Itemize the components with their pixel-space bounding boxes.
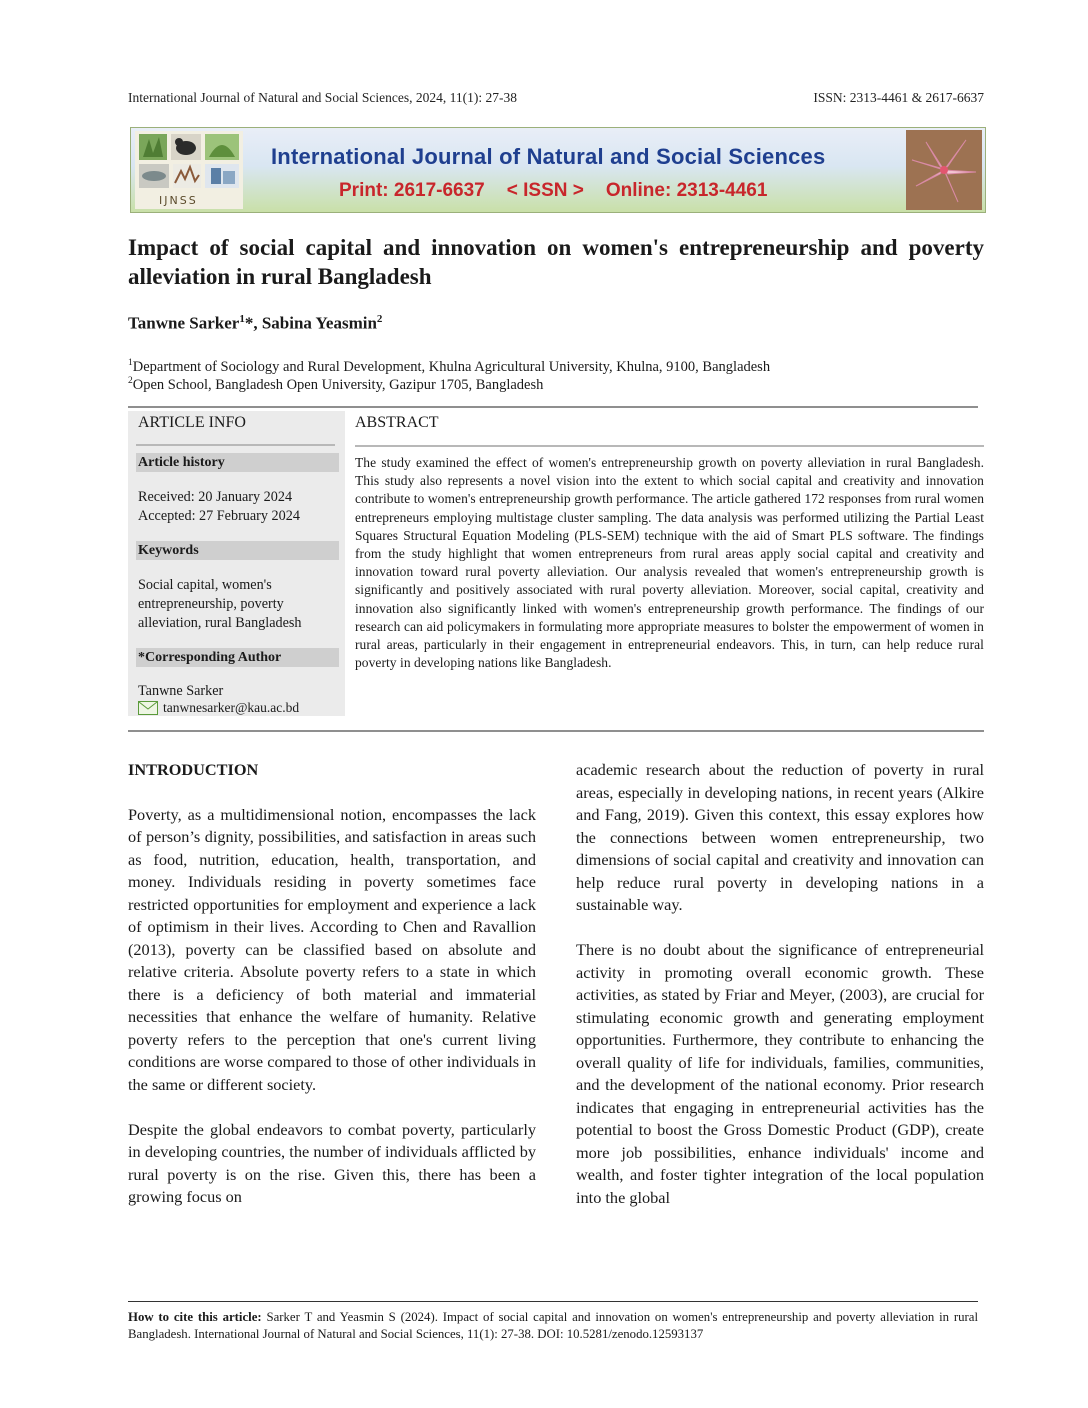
- abstract-heading: ABSTRACT: [355, 414, 439, 431]
- body-paragraph: Despite the global endeavors to combat poverty, particularly in developing countries, the number of individuals afflicted by rural poverty is on the rise. Given this, there has been a growing focus on: [128, 1119, 536, 1206]
- author-name: Sabina Yeasmin: [261, 313, 377, 333]
- accepted-date: Accepted: 27 February 2024: [138, 508, 300, 524]
- citation-label: How to cite this article:: [128, 1310, 262, 1324]
- article-info-heading: ARTICLE INFO: [138, 414, 246, 431]
- corresponding-mark: *: [244, 313, 254, 333]
- corresponding-author-name: Tanwne Sarker: [138, 683, 224, 699]
- corresponding-author-label: *Corresponding Author: [136, 648, 339, 667]
- author-affiliation-mark: 2: [376, 313, 383, 325]
- author-affiliation-mark: 1: [239, 313, 245, 325]
- email-link[interactable]: tanwnesarker@kau.ac.bd: [163, 700, 300, 715]
- footer-divider: [128, 1301, 978, 1302]
- running-head-issn: ISSN: 2313-4461 & 2617-6637: [813, 90, 984, 105]
- divider: [136, 444, 335, 446]
- affiliation-text: Department of Sociology and Rural Development, Khulna Agricultural University, Khulna, 9100, Bangladesh: [132, 358, 771, 375]
- banner-online-issn: Online: 2313-4461: [605, 180, 768, 201]
- citation-text: Sarker T and Yeasmin S (2024). Impact of social capital and innovation on women's entrepreneurship and poverty alleviation in rural Bangladesh. International Journal of Natural and Social Sciences, 11(1): 27-38. DOI: 10.5281/zenodo.12593137: [128, 1310, 978, 1341]
- journal-banner: [130, 127, 986, 213]
- banner-title: International Journal of Natural and Social Sciences: [271, 144, 826, 169]
- running-head-journal: International Journal of Natural and Social Sciences, 2024, 11(1): 27-38: [128, 90, 518, 105]
- journal-logo-text: IJNSS: [159, 194, 198, 207]
- body-column-left: [128, 759, 536, 1231]
- divider: [355, 445, 984, 447]
- received-date: Received: 20 January 2024: [138, 489, 293, 505]
- envelope-icon: [138, 701, 158, 715]
- email-row: [138, 700, 299, 716]
- article-title: Impact of social capital and innovation on women's entrepreneurship and poverty alleviation in rural Bangladesh: [128, 235, 984, 289]
- section-heading: INTRODUCTION: [128, 760, 259, 779]
- body-column-right: [576, 759, 984, 1232]
- divider: [128, 730, 984, 732]
- banner-issn-label: < ISSN >: [506, 180, 584, 201]
- body-paragraph: academic research about the reduction of poverty in rural areas, especially in developing nations, in recent years (Alkire and Fang, 2019). Given this context, this essay explores how the connections between women entrepreneurship, two dimensions of social capital and creativity and innovation can help reduce rural poverty in developing nations in a sustainable way.: [576, 760, 984, 914]
- article-history-label: Article history: [136, 453, 339, 472]
- affiliation: [128, 376, 543, 394]
- keywords-text: Social capital, women's entrepreneurship, poverty alleviation, rural Bangladesh: [138, 577, 302, 631]
- divider: [128, 406, 978, 408]
- affiliation-text: Open School, Bangladesh Open University, Gazipur 1705, Bangladesh: [132, 376, 544, 393]
- affiliation-mark: 1: [128, 358, 133, 368]
- affiliation: [128, 358, 770, 376]
- abstract-text: The study examined the effect of women's entrepreneurship growth on poverty alleviation in rural Bangladesh. This study also represents a novel vision into the extent to which social capital and creativity and innovation contribute to women's entrepreneurship growth performance. The article gathered 172 responses from rural women entrepreneurs employing multistage cluster sampling. The data analysis was performed utilizing the Partial Least Squares Structural Equation Modeling (PLS-SEM) technique with the aid of Smart PLS software. The findings from the study highlight that women entrepreneurs from rural areas apply social capital and creativity and innovation toward rural poverty alleviation. Our analysis revealed that women's entrepreneurship growth is significantly and positively associated with rural poverty alleviation. Moreover, social capital, creativity and innovation also significantly linked with women's entrepreneurship growth performance. The findings of our research can aid policymakers in formulating more appropriate measures to bolster the empowerment of women in rural areas, particularly in their engagement in entrepreneurial endeavors. This, in turn, can help reduce rural poverty in developing nations like Bangladesh.: [355, 455, 984, 671]
- citation-note: [128, 1309, 978, 1342]
- banner-print-issn: Print: 2617-6637: [339, 180, 485, 201]
- body-paragraph: Poverty, as a multidimensional notion, encompasses the lack of person’s dignity, possibilities, and satisfaction in areas such as food, nutrition, education, health, transportation, and money. Individuals residing in poverty sometimes face restricted opportunities for employment and experience a lack of optimism in their lives. According to Chen and Ravallion (2013), poverty can be classified based on absolute and relative criteria. Absolute poverty refers to a state in which there is a deficiency of both material and immaterial necessities that enhance the welfare of humanity. Relative poverty refers to the perception that one's current living conditions are worse compared to those of other individuals in the same or different society.: [128, 804, 536, 1094]
- flower-image: [906, 130, 982, 210]
- body-paragraph: There is no doubt about the significance of entrepreneurial activity in promoting overall economic growth. These activities, as stated by Friar and Meyer, (2003), are crucial for stimulating economic growth and generating employment opportunities. Furthermore, they contribute to enhancing the overall quality of life for individuals, families, communities, and the development of the national economy. Prior research indicates that engaging in entrepreneurial activities has the potential to boost the Gross Domestic Product (GDP), create more job possibilities, enhance individuals' income and wealth, and foster tighter integration of the local population into the global: [576, 940, 984, 1207]
- author-list: Tanwne Sarker$^1$*, Sabina Yeasmin$^2$: [128, 313, 383, 333]
- banner-issn-line: [339, 180, 789, 202]
- affiliation-mark: 2: [128, 376, 133, 386]
- article-info-panel: [128, 411, 345, 716]
- keywords-label: Keywords: [136, 541, 339, 560]
- author-name: Tanwne Sarker: [128, 313, 240, 333]
